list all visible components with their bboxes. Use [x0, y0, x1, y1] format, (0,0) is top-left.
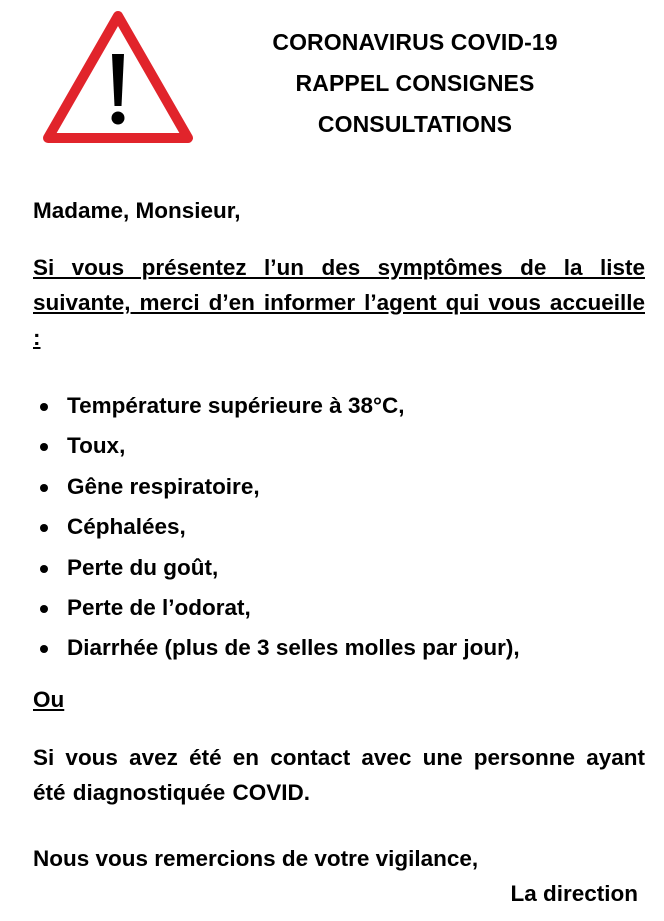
symptom-text: Diarrhée (plus de 3 selles molles par jour), — [67, 635, 520, 661]
bullet-icon — [40, 484, 48, 492]
contact-condition: Si vous avez été en contact avec une personne ayant été diagnostiquée COVID. — [33, 745, 645, 805]
title-line-3: CONSULTATIONS — [317, 111, 513, 137]
symptom-text: Perte de l’odorat, — [67, 595, 251, 621]
symptom-text: Température supérieure à 38°C, — [67, 393, 405, 418]
warning-exclamation-dot — [112, 112, 125, 125]
symptom-text: Perte du goût, — [67, 554, 219, 580]
symptom-text: Gêne respiratoire, — [67, 473, 260, 499]
list-item — [33, 507, 645, 547]
list-item — [33, 426, 645, 466]
list-item — [33, 628, 645, 668]
or-separator: Ou — [33, 687, 65, 712]
page-title — [200, 22, 630, 145]
list-item — [33, 588, 645, 628]
list-item — [33, 467, 645, 507]
bullet-icon — [40, 403, 48, 411]
symptom-text: Céphalées, — [67, 514, 186, 540]
title-line-1: CORONAVIRUS COVID-19 — [272, 29, 558, 55]
warning-triangle-icon — [42, 10, 194, 144]
bullet-icon — [40, 524, 48, 532]
symptoms-intro: Si vous présentez l’un des symptômes de la liste suivante, merci d’en informer l’agent qui vous accueille : — [33, 255, 645, 350]
thanks-line: Nous vous remercions de votre vigilance, — [33, 846, 479, 871]
symptom-text: Toux, — [67, 433, 126, 459]
list-item — [33, 386, 645, 426]
title-line-2: RAPPEL CONSIGNES — [295, 70, 535, 96]
greeting: Madame, Monsieur, — [33, 198, 241, 223]
symptoms-list — [33, 386, 645, 669]
bullet-icon — [40, 645, 48, 653]
bullet-icon — [40, 565, 48, 573]
signature: La direction — [510, 881, 638, 906]
bullet-icon — [40, 605, 48, 613]
bullet-icon — [40, 443, 48, 451]
list-item — [33, 548, 645, 588]
